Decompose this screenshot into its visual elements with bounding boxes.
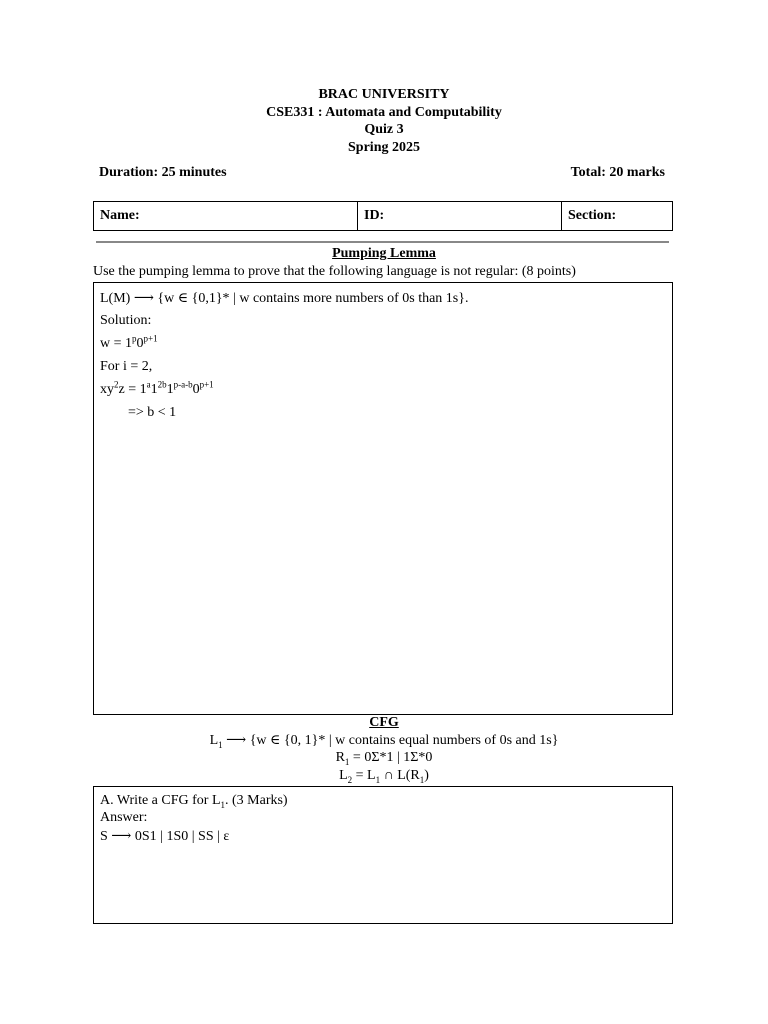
pumping-lemma-title: Pumping Lemma bbox=[332, 246, 436, 261]
pumping-instruction: Use the pumping lemma to prove that the following language is not regular: (8 points) bbox=[93, 264, 576, 279]
name-label: Name: bbox=[100, 208, 140, 223]
for-i-line: For i = 2, bbox=[100, 359, 153, 374]
divider-line bbox=[96, 241, 669, 243]
quiz-title: Quiz 3 bbox=[364, 122, 404, 137]
name-cell[interactable] bbox=[94, 202, 358, 230]
section-cell[interactable] bbox=[562, 202, 672, 230]
id-label: ID: bbox=[364, 208, 385, 223]
student-info-table bbox=[93, 201, 673, 231]
total-marks-label: Total: 20 marks bbox=[570, 165, 665, 180]
l1-definition: $L_1$ ⟶ {w ∈ {0, 1}* | w contains equal numbers of 0s and 1s} bbox=[209, 733, 559, 750]
term-title: Spring 2025 bbox=[348, 140, 420, 155]
duration-label: Duration: 25 minutes bbox=[99, 165, 227, 180]
arrow-icon: ⟶ bbox=[133, 291, 154, 306]
university-title: BRAC UNIVERSITY bbox=[318, 87, 450, 102]
l2-definition: $L_2 = L_1$ ∩ $L(R_1)$ bbox=[339, 768, 429, 785]
solution-label: Solution: bbox=[100, 313, 152, 328]
answer-label: Answer: bbox=[100, 810, 148, 825]
language-definition: L(M) ⟶ {w ∈ {0,1}* | w contains more numbers of 0s than 1s}. bbox=[100, 291, 469, 306]
r1-definition: $R_1 = 0\Sigma*1$ | 1Σ*0 bbox=[335, 750, 433, 767]
course-title: CSE331 : Automata and Computability bbox=[266, 105, 502, 120]
pumping-answer-box[interactable] bbox=[93, 282, 673, 715]
id-cell[interactable] bbox=[358, 202, 562, 230]
cfg-grammar: S ⟶ 0S1 | 1S0 | SS | ε bbox=[100, 829, 230, 844]
pumped-string: $xy^2z = 1^a1^{2b}1^{p-a-b}0^{p+1}$ bbox=[100, 379, 214, 397]
arrow-icon: ⟶ bbox=[222, 733, 250, 748]
cfg-answer-box[interactable] bbox=[93, 786, 673, 924]
w-definition: $w = 1^p0^{p+1}$ bbox=[100, 333, 158, 351]
cfg-title: CFG bbox=[369, 715, 399, 730]
conclusion-line: => b < 1 bbox=[128, 405, 177, 420]
section-label: Section: bbox=[568, 208, 617, 223]
cfg-question: A. Write a CFG for $L_1$. (3 Marks) bbox=[100, 793, 288, 810]
